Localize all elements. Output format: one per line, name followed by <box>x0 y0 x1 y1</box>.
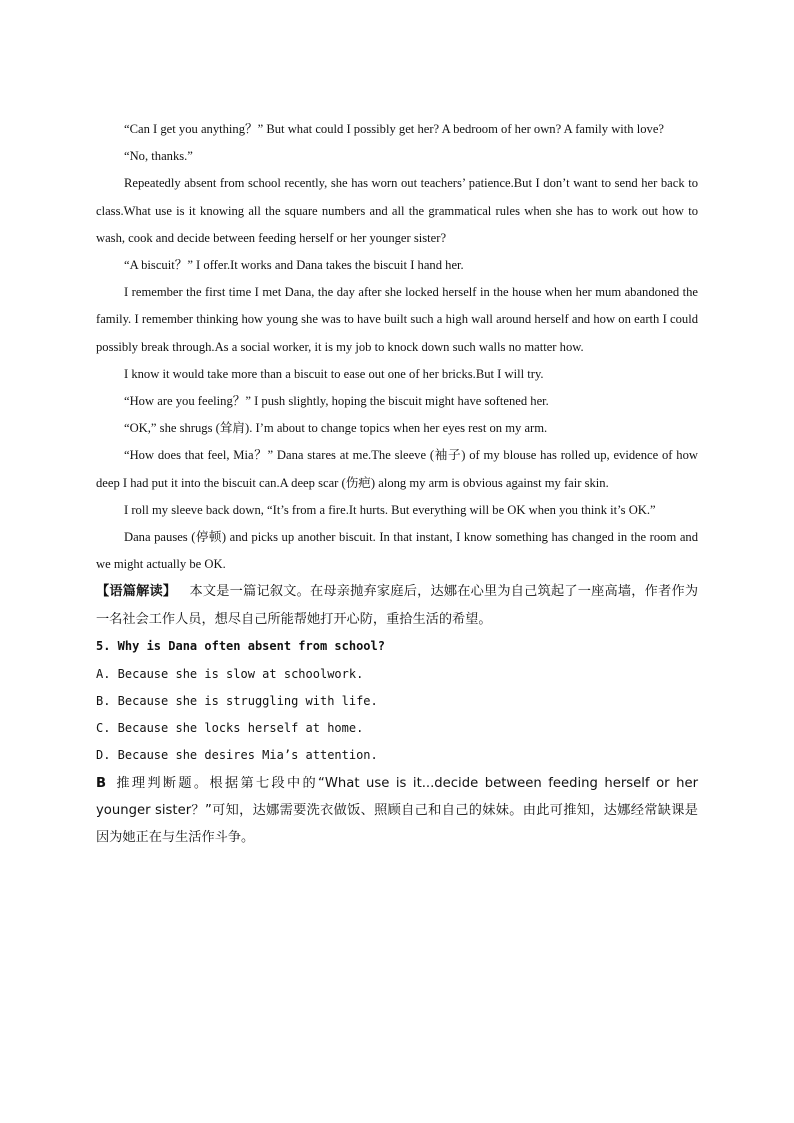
answer-explanation <box>96 770 698 852</box>
document-page <box>96 116 698 852</box>
answer-letter: B <box>96 775 107 791</box>
passage-paragraph-9: “How does that feel, Mia？” Dana stares at me.The sleeve (袖子) of my blouse has rolled up, evidence of how deep I had put it into the biscuit can.A deep scar (伤疤) along my arm is obvious against my fair skin. <box>96 448 698 490</box>
answer-text: 推理判断题。根据第七段中的“What use is it...decide between feeding herself or her younger sister？”可知，达娜需要洗衣做饭、照顾自己和自己的妹妹。由此可推知，达娜经常缺课是因为她正在与生活作斗争。 <box>96 775 698 846</box>
passage-paragraph-8: “OK,” she shrugs (耸肩). I’m about to change topics when her eyes rest on my arm. <box>124 421 548 436</box>
passage-paragraph-7: “How are you feeling？” I push slightly, hoping the biscuit might have softened her. <box>124 394 549 409</box>
text-analysis <box>96 578 698 633</box>
passage-paragraph-3: Repeatedly absent from school recently, she has worn out teachers’ patience.But I don’t want to send her back to class.What use is it knowing all the square numbers and all the grammatical rules when she has to work out how to wash, cook and decide between feeding herself or her younger sister? <box>96 176 698 245</box>
passage-paragraph-11: Dana pauses (停顿) and picks up another biscuit. In that instant, I know something has changed in the room and we might actually be OK. <box>96 530 698 572</box>
option-d: D. Because she desires Mia’s attention. <box>96 748 378 763</box>
passage-paragraph-1: “Can I get you anything？” But what could I possibly get her? A bedroom of her own? A family with love? <box>124 122 665 136</box>
passage-paragraph-2: “No, thanks.” <box>124 149 193 164</box>
option-c: C. Because she locks herself at home. <box>96 721 364 736</box>
option-b: B. Because she is struggling with life. <box>96 693 378 708</box>
analysis-text: 本文是一篇记叙文。在母亲抛弃家庭后，达娜在心里为自己筑起了一座高墙，作者作为一名社会工作人员，想尽自己所能帮她打开心防，重拾生活的希望。 <box>96 584 699 627</box>
passage-paragraph-10: I roll my sleeve back down, “It’s from a fire.It hurts. But everything will be OK when you think it’s OK.” <box>124 502 656 517</box>
analysis-tag: 【语篇解读】 <box>96 584 177 600</box>
passage-paragraph-4: “A biscuit？” I offer.It works and Dana takes the biscuit I hand her. <box>124 258 464 273</box>
question-stem: 5. Why is Dana often absent from school? <box>96 639 385 654</box>
option-a: A. Because she is slow at schoolwork. <box>96 666 364 681</box>
passage-paragraph-6: I know it would take more than a biscuit to ease out one of her bricks.But I will try. <box>124 366 544 381</box>
passage-paragraph-5: I remember the first time I met Dana, the day after she locked herself in the house when her mum abandoned the family. I remember thinking how young she was to have built such a high wall around herself and how on earth I could possibly break through.As a social worker, it is my job to knock down such walls no matter how. <box>96 285 698 354</box>
